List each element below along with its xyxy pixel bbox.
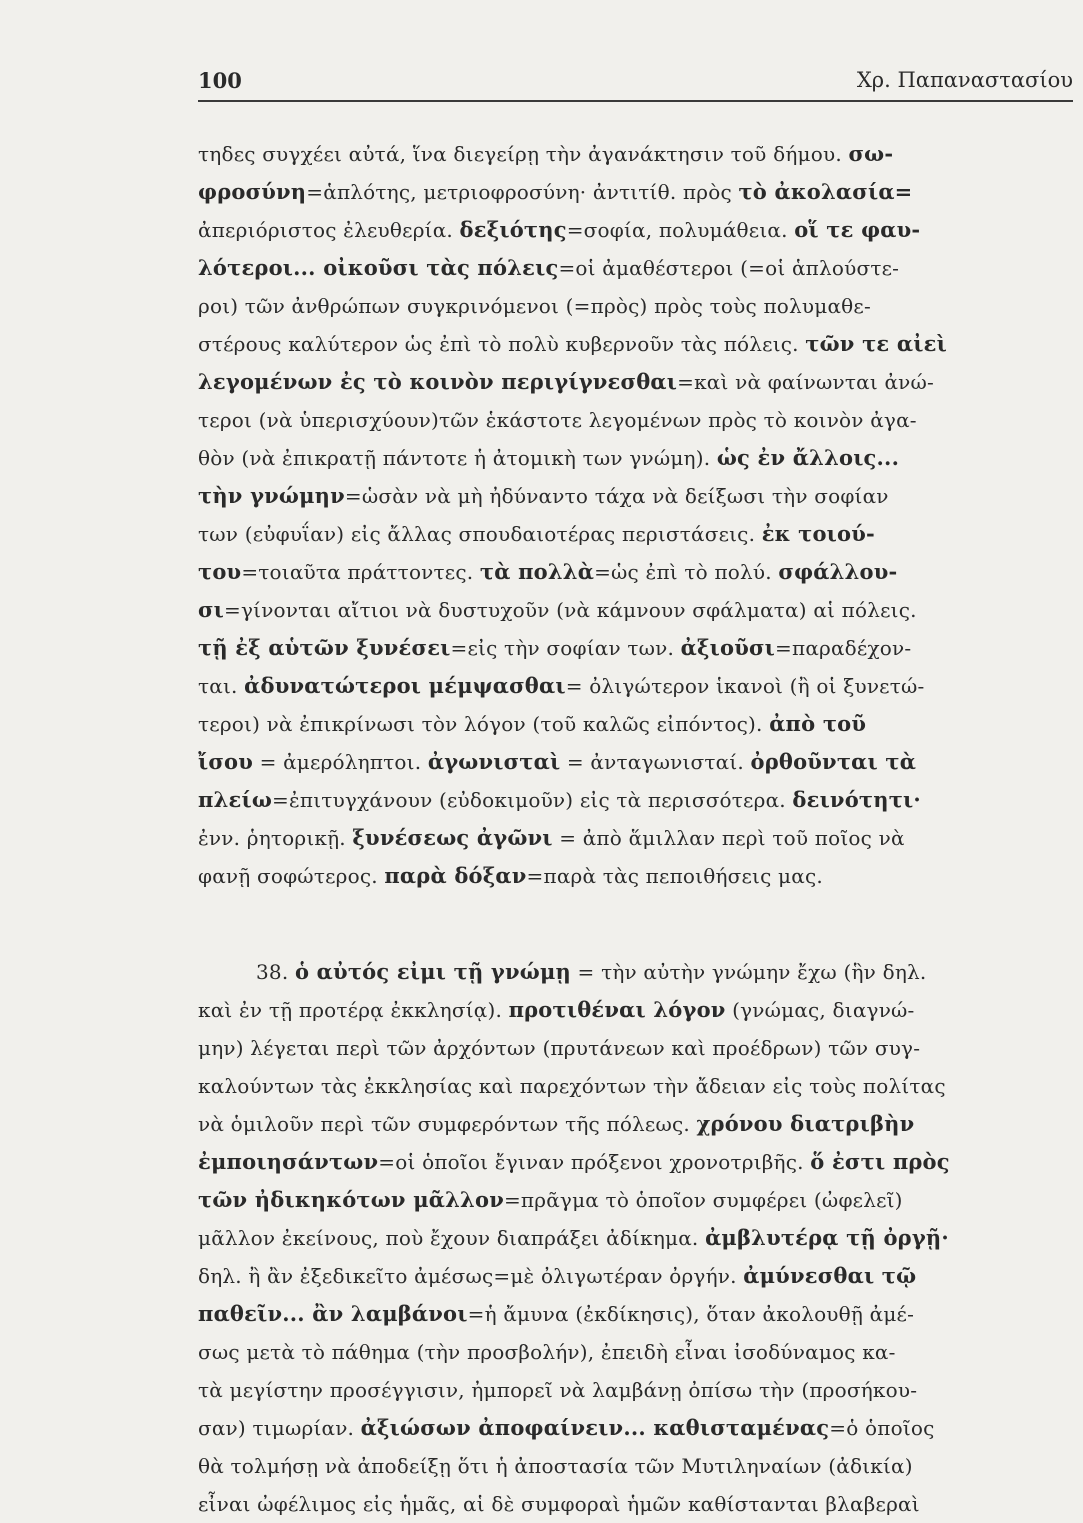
text-line: σως μετὰ τὸ πάθημα (τὴν προσβολήν), ἐπειδὴ εἶναι ἰσοδύναμος κα- [198,1340,896,1364]
text-line: καὶ ἐν τῇ προτέρᾳ ἐκκλησίᾳ). προτιθέναι λόγον (γνώμας, διαγνώ- [198,997,915,1022]
text-line: ἐμποιησάντων=οἱ ὁποῖοι ἔγιναν πρόξενοι χρονοτριβῆς. ὅ ἐστι πρὸς [198,1149,950,1174]
text-line: τηδες συγχέει αὐτά, ἵνα διεγείρῃ τὴν ἀγανάκτησιν τοῦ δήμου. σω- [198,141,894,166]
text-line: τεροι) νὰ ἐπικρίνωσι τὸν λόγον (τοῦ καλῶς εἰπόντος). ἀπὸ τοῦ [198,711,867,736]
text-line: ἐνν. ῥητορικῇ. ξυνέσεως ἀγῶνι = ἀπὸ ἅμιλλαν περὶ τοῦ ποῖος νὰ [198,825,905,850]
text-line: ἴσου = ἀμερόληπτοι. ἀγωνισταὶ = ἀνταγωνισταί. ὀρθοῦνται τὰ [198,749,917,774]
text-line: μᾶλλον ἐκείνους, ποὺ ἔχουν διαπράξει ἀδίκημα. ἀμβλυτέρᾳ τῇ ὀργῇ· [198,1225,949,1250]
text-line: 38. ὁ αὐτός εἰμι τῇ γνώμῃ = τὴν αὐτὴν γνώμην ἔχω (ἣν δηλ. [256,959,927,984]
text-line: ται. ἀδυνατώτεροι μέμψασθαι= ὀλιγώτερον ἱκανοὶ (ἢ οἱ ξυνετώ- [198,673,925,698]
text-line: θὰ τολμήσῃ νὰ ἀποδείξῃ ὅτι ἡ ἀποστασία τῶν Μυτιληναίων (ἀδικία) [198,1454,913,1478]
text-line: σι=γίνονται αἴτιοι νὰ δυστυχοῦν (νὰ κάμνουν σφάλματα) αἱ πόλεις. [198,597,917,622]
text-line: ροι) τῶν ἀνθρώπων συγκρινόμενοι (=πρὸς) πρὸς τοὺς πολυμαθε- [198,294,871,318]
text-line: σαν) τιμωρίαν. ἀξιώσων ἀποφαίνειν... καθισταμένας=ὁ ὁποῖος [198,1415,935,1440]
text-line: τεροι (νὰ ὑπερισχύουν)τῶν ἑκάστοτε λεγομένων πρὸς τὸ κοινὸν ἀγα- [198,408,917,432]
text-line: λεγομένων ἐς τὸ κοινὸν περιγίγνεσθαι=καὶ νὰ φαίνωνται ἀνώ- [198,369,935,394]
text-line: εἶναι ὠφέλιμος εἰς ἡμᾶς, αἱ δὲ συμφοραὶ ἡμῶν καθίστανται βλαβεραὶ [198,1492,920,1516]
paragraph-gap [198,895,1038,953]
text-line: μην) λέγεται περὶ τῶν ἀρχόντων (πρυτάνεων καὶ προέδρων) τῶν συγ- [198,1036,921,1060]
text-line: τῇ ἐξ αὑτῶν ξυνέσει=εἰς τὴν σοφίαν των. ἀξιοῦσι=παραδέχον- [198,635,912,660]
text-line: του=τοιαῦτα πράττοντες. τὰ πολλὰ=ὡς ἐπὶ τὸ πολύ. σφάλλου- [198,559,898,584]
text-line: νὰ ὁμιλοῦν περὶ τῶν συμφερόντων τῆς πόλεως. χρόνου διατριβὴν [198,1111,915,1136]
text-line: δηλ. ἢ ἂν ἐξεδικεῖτο ἀμέσως=μὲ ὀλιγωτέραν ὀργήν. ἀμύνεσθαι τῷ [198,1263,917,1288]
commentary-text [198,135,1038,1523]
page-header [198,66,1073,98]
text-line: παθεῖν... ἂν λαμβάνοι=ἡ ἄμυνα (ἐκδίκησις), ὅταν ἀκολουθῇ ἀμέ- [198,1301,915,1326]
header-rule [198,100,1073,102]
text-line: τῶν ἠδικηκότων μᾶλλον=πρᾶγμα τὸ ὁποῖον συμφέρει (ὠφελεῖ) [198,1187,903,1212]
text-line: ἀπεριόριστος ἐλευθερία. δεξιότης=σοφία, πολυμάθεια. οἵ τε φαυ- [198,217,921,242]
running-head: Χρ. Παπαναστασίου [856,68,1073,92]
page-number: 100 [198,68,242,93]
text-line: πλείω=ἐπιτυγχάνουν (εὐδοκιμοῦν) εἰς τὰ περισσότερα. δεινότητι· [198,787,921,812]
text-line: των (εὐφυΐαν) εἰς ἄλλας σπουδαιοτέρας περιστάσεις. ἐκ τοιού- [198,521,875,546]
text-line: φροσύνη=ἁπλότης, μετριοφροσύνη· ἀντιτίθ. πρὸς τὸ ἀκολασία= [198,179,913,204]
text-line: θὸν (νὰ ἐπικρατῇ πάντοτε ἡ ἀτομικὴ των γνώμη). ὡς ἐν ἄλλοις... [198,445,900,470]
text-line: τὰ μεγίστην προσέγγισιν, ἠμπορεῖ νὰ λαμβάνῃ ὀπίσω τὴν (προσήκου- [198,1378,918,1402]
text-line: τὴν γνώμην=ὡσὰν νὰ μὴ ἠδύναντο τάχα νὰ δείξωσι τὴν σοφίαν [198,483,889,508]
text-line: φανῇ σοφώτερος. παρὰ δόξαν=παρὰ τὰς πεποιθήσεις μας. [198,863,823,888]
text-line: στέρους καλύτερον ὡς ἐπὶ τὸ πολὺ κυβερνοῦν τὰς πόλεις. τῶν τε αἰεὶ [198,331,947,356]
text-line: λότεροι... οἰκοῦσι τὰς πόλεις=οἱ ἀμαθέστεροι (=οἱ ἁπλούστε- [198,255,900,280]
text-line: καλούντων τὰς ἐκκλησίας καὶ παρεχόντων τὴν ἄδειαν εἰς τοὺς πολίτας [198,1074,946,1098]
